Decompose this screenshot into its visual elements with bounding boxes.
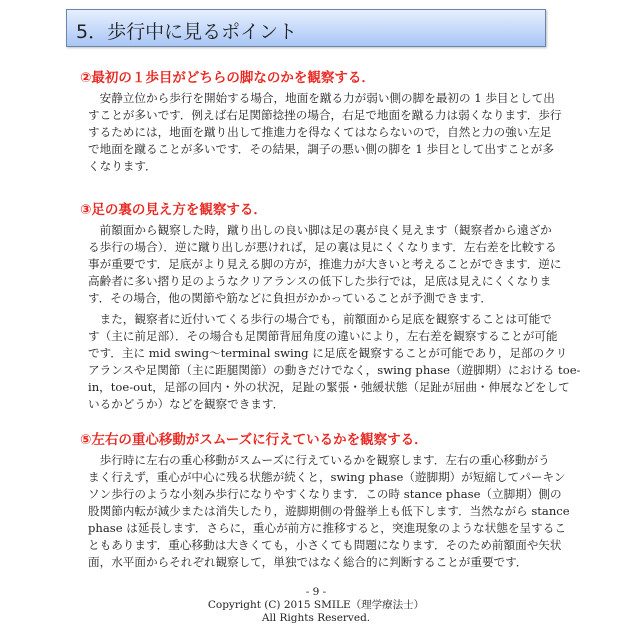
copyright-text: Copyright (C) 2015 SMILE（理学療法士）	[207, 599, 425, 611]
paragraph-line: す．その場合，他の関節や筋などに負担がかかっていることが予測できます．	[88, 291, 492, 305]
heading-weight-shift: ⑤左右の重心移動がスムーズに行えているかを観察する．	[80, 432, 428, 448]
paragraph-line: 高齢者に多い摺り足のようなクリアランスの低下した歩行では，足底は見えにくくなりま	[88, 274, 552, 288]
paragraph-line: 歩行時に左右の重心移動がスムーズに行えているかを観察します．左右の重心移動がう	[88, 453, 550, 467]
page-footer	[0, 586, 632, 625]
paragraph-line: ソン歩行のような小刻み歩行になりやすくなります．この時 stance phase（立脚期）側の	[88, 487, 562, 501]
paragraph-line: in，toe-out，足部の回内・外の状況，足趾の緊張・弛緩状態（足趾が屈曲・伸展などをして	[88, 380, 570, 394]
paragraph-line: です．主に mid swing～terminal swing に足底を観察することが可能であり，足部のクリ	[88, 346, 568, 360]
paragraph-line: くなります．	[88, 159, 157, 173]
paragraph-line: で地面を蹴ることが多いです．その結果，調子の悪い側の脚を 1 歩目として出すことが多	[88, 142, 554, 156]
paragraph-line: 事が重要です．足底がより見える脚の方が，推進力が大きいと考えることができます．逆に	[88, 257, 562, 271]
section-title-box	[66, 9, 546, 47]
rights-text: All Rights Reserved.	[261, 612, 371, 624]
heading-first-step: ②最初の１歩目がどちらの脚なのかを観察する．	[80, 70, 375, 86]
paragraph-line: すことが多いです．例えば右足関節捻挫の場合，右足で地面を蹴る力は弱くなります．歩行	[88, 108, 562, 122]
heading-sole-view: ③足の裏の見え方を観察する．	[80, 202, 267, 218]
page-number: - 9 -	[305, 586, 327, 598]
paragraph-line: いるかどうか）などを観察できます．	[88, 397, 285, 411]
paragraph-line: 安静立位から歩行を開始する場合，地面を蹴る力が弱い側の脚を最初の 1 歩目として出	[88, 91, 555, 105]
paragraph-line: 股関節内転が減少または消失したり，遊脚期側の骨盤挙上も低下します．当然ながら stance	[88, 504, 570, 518]
paragraph-first-step	[88, 90, 562, 175]
paragraph-line: す（主に前足部）．その場合も足関節背屈角度の違いにより，左右差を観察することが可能	[88, 329, 558, 343]
paragraph-line: また，観察者に近付いてくる歩行の場合でも，前額面から足底を観察することは可能で	[88, 312, 552, 326]
paragraph-line: phase は延長します．さらに，重心が前方に推移すると，突進現象のような状態を呈するこ	[88, 521, 566, 535]
paragraph-line: る歩行の場合）．逆に蹴り出しが悪ければ，足の裏は見にくくなります．左右差を比較する	[88, 240, 557, 254]
paragraph-line: するためには，地面を蹴り出して推進力を得なくてはならないので，自然と力の強い左足	[88, 125, 552, 139]
paragraph-sole-view-1	[88, 222, 562, 307]
paragraph-line: まく行えず，重心が中心に残る状態が続くと，swing phase（遊脚期）が短縮してパーキン	[88, 470, 566, 484]
paragraph-line: ともあります．重心移動は大きくても，小さくても問題になります．そのため前額面や矢状	[88, 538, 562, 552]
paragraph-weight-shift	[88, 452, 570, 571]
paragraph-line: 面，水平面からそれぞれ観察して，単独ではなく総合的に判断することが重要です．	[88, 555, 528, 569]
paragraph-line: 前額面から観察した時，蹴り出しの良い脚は足の裏が良く見えます（観察者から遠ざか	[88, 223, 552, 237]
paragraph-sole-view-2	[88, 311, 581, 413]
section-title: 5．歩行中に見るポイント	[76, 21, 298, 43]
paragraph-line: アランスや足関節（主に距腿関節）の動きだけでなく，swing phase（遊脚期）における toe-	[88, 363, 581, 377]
